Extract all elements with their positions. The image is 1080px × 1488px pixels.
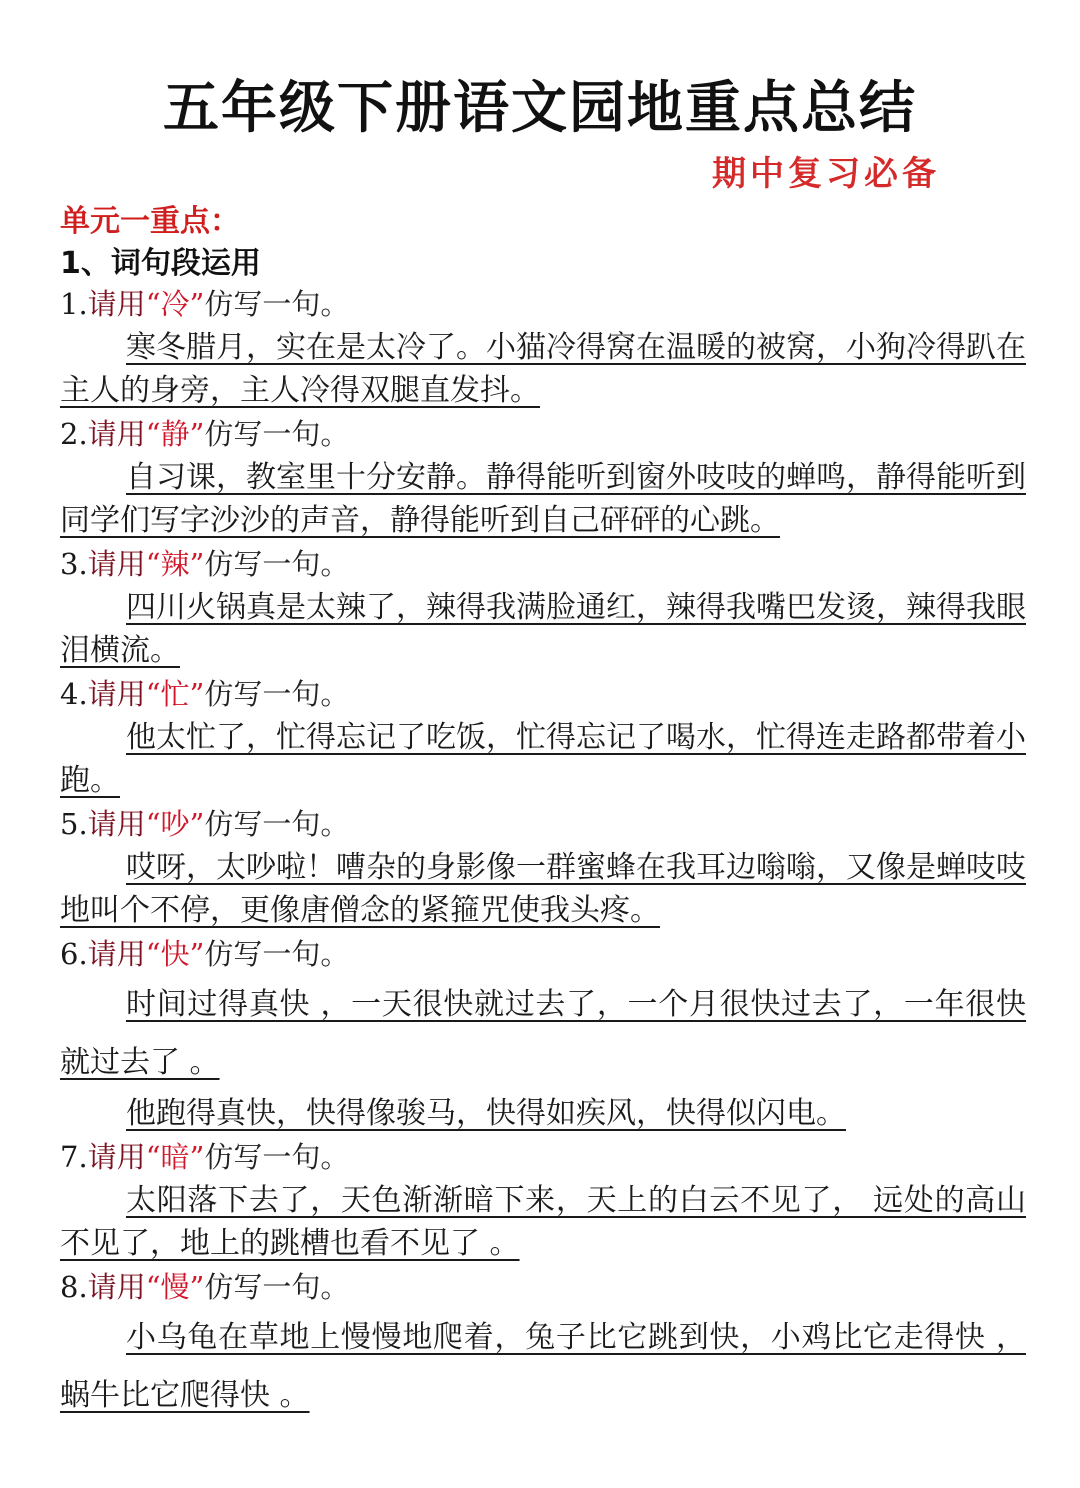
answer-text: 小乌龟在草地上慢慢地爬着，兔子比它跳到快，小鸡比它走得快 ，蜗牛比它爬得快 。 (60, 1320, 1026, 1413)
question-6 (60, 932, 1026, 976)
answer-text: 自习课，教室里十分安静。静得能听到窗外吱吱的蝉鸣，静得能听到同学们写字沙沙的声音，静得能听到自己砰砰的心跳。 (60, 460, 1026, 538)
question-number: 1. (60, 287, 88, 321)
answer-1 (60, 326, 1026, 412)
question-keyword: “暗” (145, 1140, 205, 1174)
question-suffix: 仿写一句。 (204, 417, 350, 451)
answer-text: 太阳落下去了，天色渐渐暗下来，天上的白云不见了， 远处的高山不见了，地上的跳槽也看不见了 。 (60, 1183, 1026, 1261)
question-suffix: 仿写一句。 (204, 1270, 350, 1304)
exercise-list (60, 282, 1026, 1425)
answer-5 (60, 846, 1026, 932)
answer-text: 他太忙了，忙得忘记了吃饭，忙得忘记了喝水，忙得连走路都带着小跑。 (60, 720, 1026, 798)
page-title: 五年级下册语文园地重点总结 (163, 76, 917, 141)
question-keyword: “吵” (145, 807, 205, 841)
question-prefix: 请用 (87, 937, 146, 971)
question-2 (60, 412, 1026, 456)
question-3 (60, 542, 1026, 586)
question-number: 8. (60, 1270, 88, 1304)
question-5 (60, 802, 1026, 846)
answer-6a (60, 976, 1026, 1092)
question-prefix: 请用 (87, 1140, 146, 1174)
answer-7 (60, 1179, 1026, 1265)
answer-text: 哎呀，太吵啦！嘈杂的身影像一群蜜蜂在我耳边嗡嗡，又像是蝉吱吱地叫个不停，更像唐僧念的紧箍咒使我头疼。 (60, 850, 1026, 928)
question-number: 7. (60, 1140, 88, 1174)
answer-8 (60, 1309, 1026, 1425)
question-number: 3. (60, 547, 88, 581)
question-keyword: “快” (145, 937, 205, 971)
question-keyword: “冷” (145, 287, 205, 321)
section-heading: 1、词句段运用 (60, 246, 261, 281)
question-keyword: “静” (145, 417, 205, 451)
question-1 (60, 282, 1026, 326)
question-suffix: 仿写一句。 (204, 937, 350, 971)
answer-text: 时间过得真快 ，一天很快就过去了，一个月很快过去了，一年很快就过去了 。 (60, 987, 1026, 1080)
question-keyword: “辣” (145, 547, 205, 581)
question-prefix: 请用 (87, 547, 146, 581)
answer-2 (60, 456, 1026, 542)
question-keyword: “慢” (145, 1270, 205, 1304)
answer-text: 寒冬腊月，实在是太冷了。小猫冷得窝在温暖的被窝，小狗冷得趴在主人的身旁，主人冷得双腿直发抖。 (60, 330, 1026, 408)
question-7 (60, 1135, 1026, 1179)
question-suffix: 仿写一句。 (204, 1140, 350, 1174)
answer-4 (60, 716, 1026, 802)
question-8 (60, 1265, 1026, 1309)
question-prefix: 请用 (87, 677, 146, 711)
question-number: 2. (60, 417, 88, 451)
answer-3 (60, 586, 1026, 672)
answer-text: 他跑得真快，快得像骏马，快得如疾风，快得似闪电。 (126, 1096, 846, 1131)
question-prefix: 请用 (87, 417, 146, 451)
question-number: 5. (60, 807, 88, 841)
question-prefix: 请用 (87, 807, 146, 841)
subtitle-stamp: 期中复习必备 (712, 154, 940, 194)
question-suffix: 仿写一句。 (204, 807, 350, 841)
question-suffix: 仿写一句。 (204, 287, 350, 321)
answer-text: 四川火锅真是太辣了，辣得我满脸通红，辣得我嘴巴发烫，辣得我眼泪横流。 (60, 590, 1026, 668)
question-number: 6. (60, 937, 88, 971)
question-number: 4. (60, 677, 88, 711)
answer-6b (60, 1092, 1026, 1135)
question-prefix: 请用 (87, 287, 146, 321)
question-suffix: 仿写一句。 (204, 677, 350, 711)
question-suffix: 仿写一句。 (204, 547, 350, 581)
question-4 (60, 672, 1026, 716)
question-prefix: 请用 (87, 1270, 146, 1304)
question-keyword: “忙” (145, 677, 205, 711)
unit-heading: 单元一重点： (60, 204, 240, 239)
